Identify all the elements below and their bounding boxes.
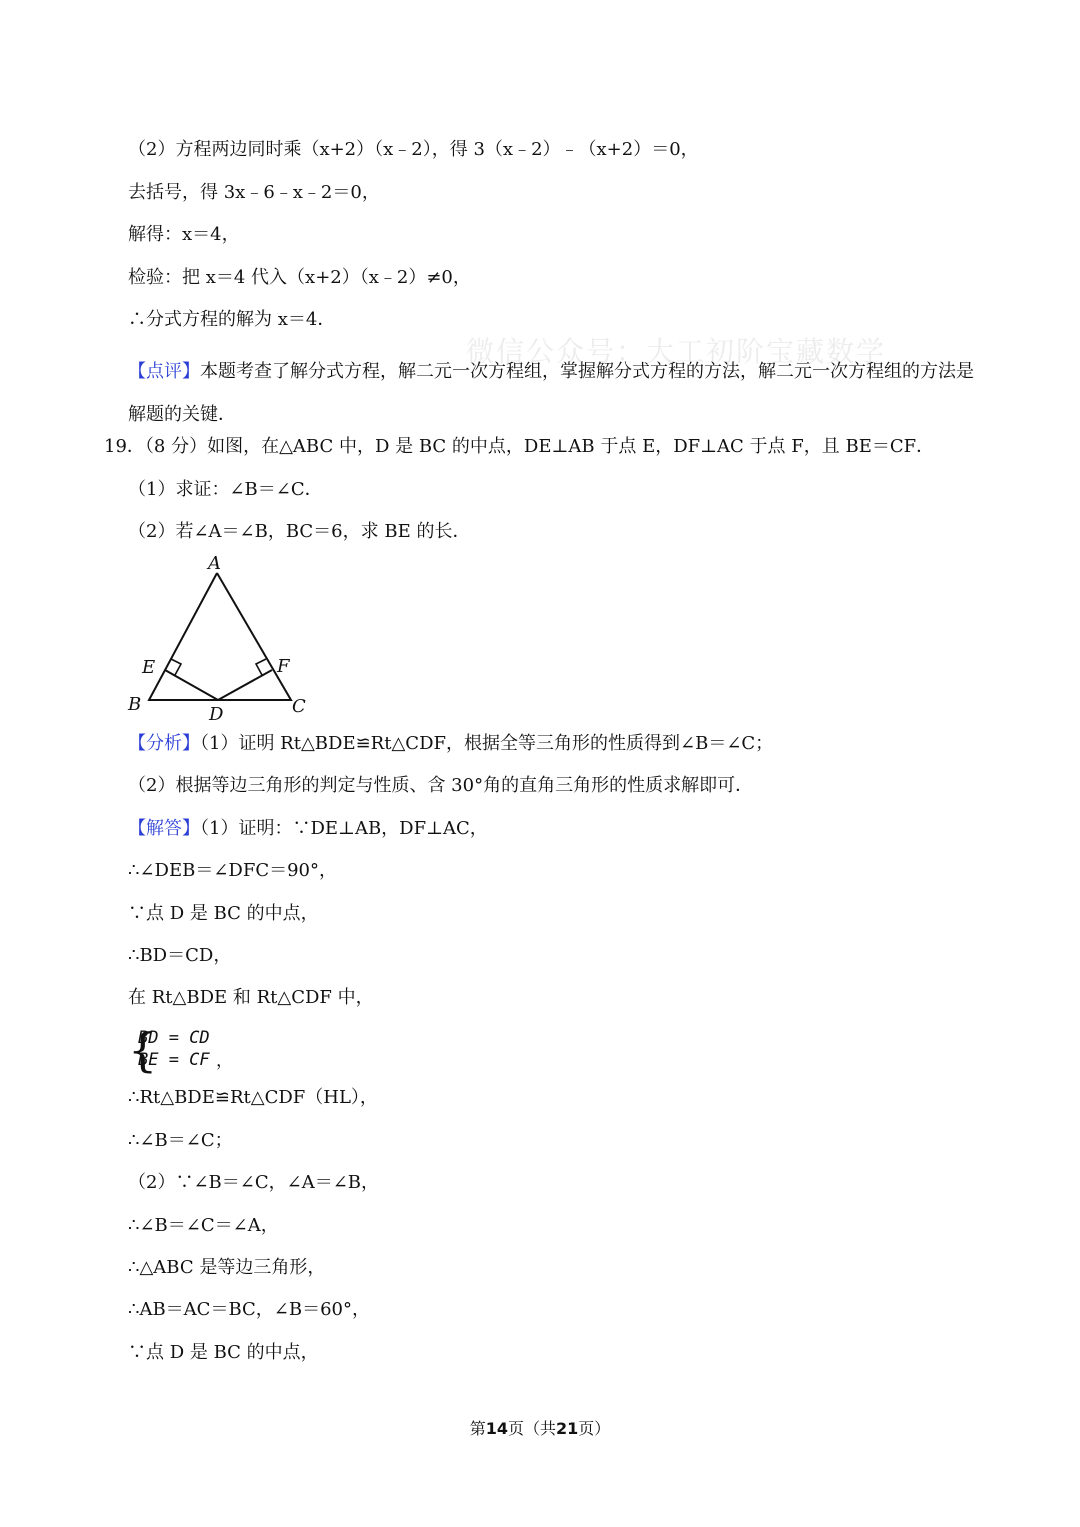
solution-step: 在 Rt△BDE 和 Rt△CDF 中， <box>128 987 374 1008</box>
footer-mid: 页（共 <box>507 1419 556 1438</box>
system-comma: ， <box>216 1051 233 1071</box>
text-line: 解得：x＝4， <box>128 224 240 245</box>
solution-step: ∴∠B＝∠C＝∠A， <box>128 1215 279 1236</box>
right-angle-mark-f <box>256 659 266 675</box>
footer-prefix: 第 <box>469 1419 486 1438</box>
analysis-tag: 【分析】 <box>128 733 200 754</box>
footer-total-pages: 21 <box>556 1419 579 1438</box>
triangle-abc <box>149 573 291 700</box>
label-e: E <box>142 657 156 678</box>
analysis-line-2: （2）根据等边三角形的判定与性质、含 30°角的直角三角形的性质求解即可． <box>128 775 754 796</box>
watermark: 微信公众号：大工初阶宝藏数学 <box>466 335 887 368</box>
label-c: C <box>292 696 306 717</box>
solution-step: ∴△ABC 是等边三角形， <box>128 1257 326 1278</box>
comment-paragraph <box>128 350 980 436</box>
equation-system <box>128 1023 248 1077</box>
solution-step: ∵点 D 是 BC 的中点， <box>128 1342 319 1363</box>
solution-step: ∴∠B＝∠C； <box>128 1130 233 1151</box>
solution-step: ∴∠DEB＝∠DFC＝90°， <box>128 860 338 881</box>
system-equation-1: BD = CD <box>138 1028 210 1048</box>
text-line: 检验：把 x＝4 代入（x+2）（x﹣2）≠0， <box>128 267 471 288</box>
text-line: ∴分式方程的解为 x＝4． <box>128 309 336 330</box>
right-angle-mark-e <box>171 659 181 675</box>
page-footer <box>0 1416 1080 1439</box>
label-f: F <box>277 656 290 677</box>
comment-tag: 【点评】 <box>128 361 200 382</box>
solution-step: ∴BD＝CD， <box>128 945 232 966</box>
comment-text: 本题考查了解分式方程，解二元一次方程组，掌握解分式方程的方法，解二元一次方程组的方法是解题的关键． <box>128 361 974 425</box>
answer-line-1 <box>128 817 488 841</box>
solution-step: ∵点 D 是 BC 的中点， <box>128 903 319 924</box>
left-brace: { <box>128 1023 158 1077</box>
footer-suffix: 页） <box>578 1419 611 1438</box>
solution-step: （2）∵∠B＝∠C，∠A＝∠B， <box>128 1172 380 1193</box>
question-19-part-1: （1）求证：∠B＝∠C． <box>128 479 323 500</box>
text-line: （2）方程两边同时乘（x+2）（x﹣2），得 3（x﹣2）﹣（x+2）＝0， <box>128 139 699 160</box>
triangle-figure <box>120 550 320 725</box>
analysis-text-1: （1）证明 Rt△BDE≌Rt△CDF，根据全等三角形的性质得到∠B＝∠C； <box>200 733 774 754</box>
question-19-part-2: （2）若∠A＝∠B，BC＝6，求 BE 的长． <box>128 521 471 542</box>
label-b: B <box>128 694 142 715</box>
label-d: D <box>209 704 224 725</box>
analysis-line-1 <box>128 732 773 756</box>
segment-de <box>165 670 218 700</box>
answer-tag: 【解答】 <box>128 818 200 839</box>
text-line: 去括号，得 3x﹣6﹣x﹣2＝0， <box>128 182 380 203</box>
solution-step: ∴AB＝AC＝BC，∠B＝60°， <box>128 1299 370 1320</box>
segment-df <box>218 670 272 700</box>
footer-page-number: 14 <box>485 1419 508 1438</box>
label-a: A <box>208 553 221 574</box>
answer-text-1: （1）证明：∵DE⊥AB，DF⊥AC， <box>200 818 488 839</box>
solution-step: ∴Rt△BDE≌Rt△CDF（HL）， <box>128 1087 378 1108</box>
question-19: 19．（8 分）如图，在△ABC 中，D 是 BC 的中点，DE⊥AB 于点 E，DF⊥AC 于点 F，且 BE＝CF． <box>104 436 935 457</box>
system-equation-2: BE = CF <box>138 1050 210 1070</box>
